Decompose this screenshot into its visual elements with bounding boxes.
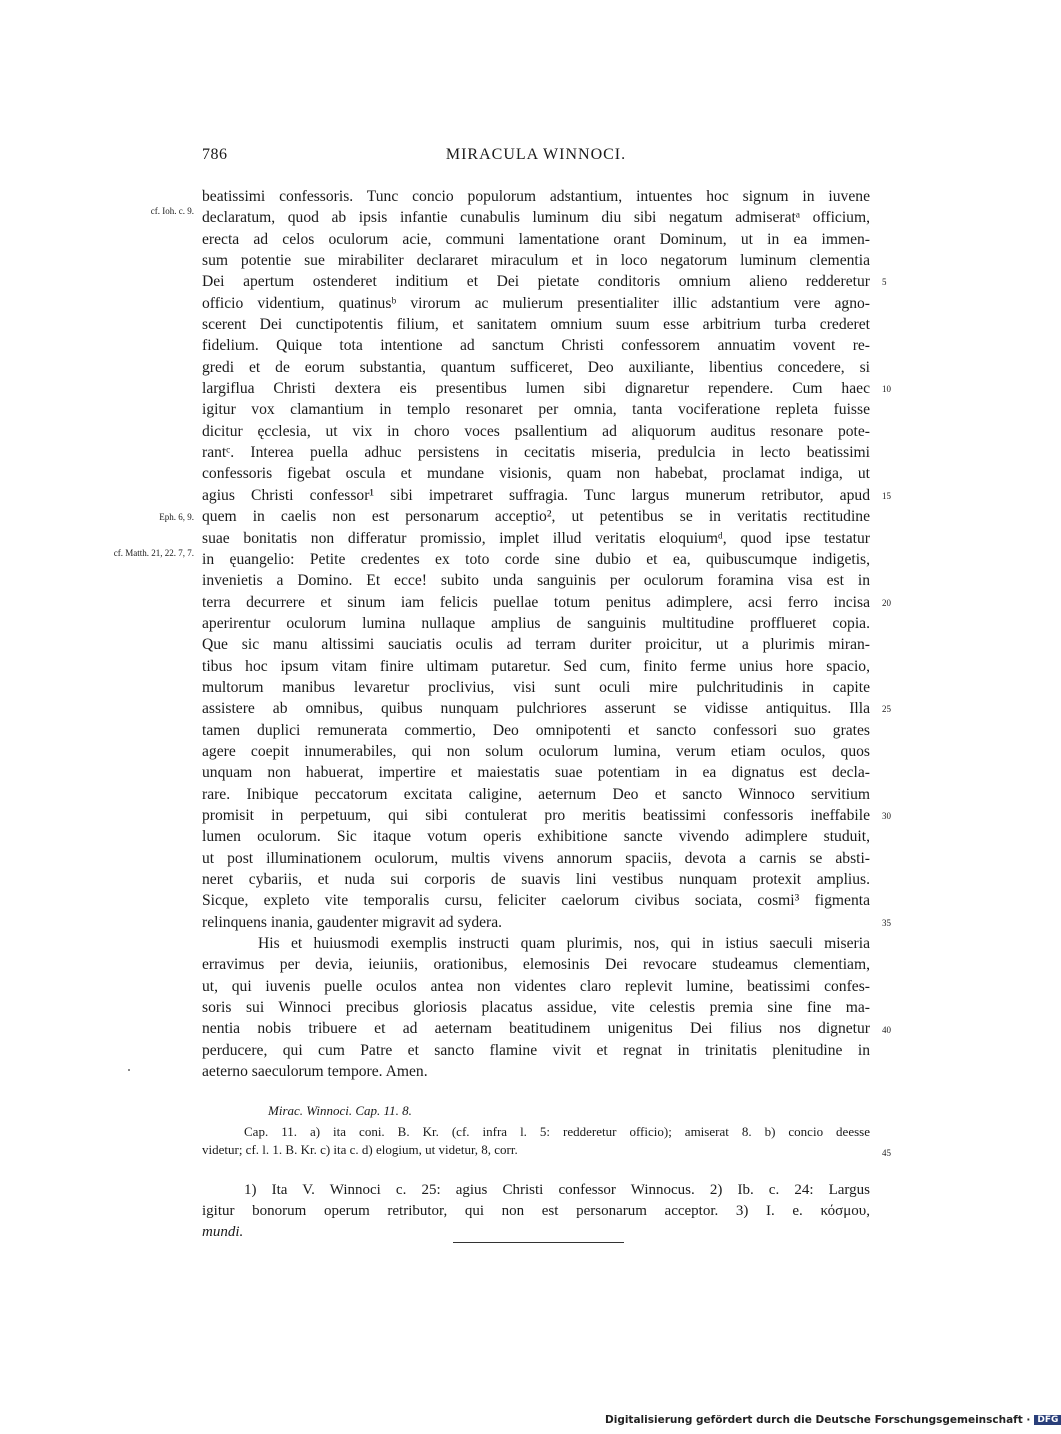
apparatus-line: videtur; cf. l. 1. B. Kr. c) ita c. d) elogium, ut videtur, 8, corr.: [202, 1142, 518, 1157]
funding-text: Digitalisierung gefördert durch die Deutsche Forschungsgemeinschaft ·: [605, 1414, 1031, 1426]
line-number: 40: [882, 1024, 891, 1035]
text-line: invenietis a Domino. Et ecce! subito unda sanguinis per oculorum foramina visa est in: [202, 572, 870, 590]
funding-banner: [605, 1414, 1059, 1432]
marginal-reference: Eph. 6, 9.: [159, 512, 194, 523]
text-line: rare. Inibique peccatorum excitata caligine, aeternum Deo et sancto Winnoco servitium: [202, 785, 870, 803]
text-line: beatissimi confessoris. Tunc concio populorum adstantium, intuentes hoc signum in iuvene: [202, 188, 870, 205]
running-title: MIRACULA WINNOCI.: [445, 146, 627, 163]
text-line: assistere ab omnibus, quibus nunquam pulchriores asserunt se vidisse antiquitus. Illa: [202, 700, 870, 718]
text-line: soris sui Winnoci precibus gloriosis placatus assidue, vite celestis premia sine fine ma-: [202, 999, 870, 1017]
text-line: agere coepit innumerabiles, qui non solum oculorum lumina, verum etiam oculos, quos: [202, 742, 870, 760]
text-line: promisit in perpetuum, qui sibi contulerat pro meritis beatissimi confessoris ineffabile: [202, 806, 870, 824]
text-line: unquam non habuerat, impertire et maiestatis suae potentiam in ea dignatus est decla-: [202, 764, 870, 782]
text-line: relinquens inania, gaudenter migravit ad sydera.: [202, 913, 503, 931]
marginal-reference: cf. Matth. 21, 22. 7, 7.: [113, 547, 194, 558]
text-line: gredi et de eorum substantia, quantum sufficeret, Deo auxiliante, libentius concedere, si: [202, 358, 870, 376]
text-line: fidelium. Quique tota intentione ad sanctum Christi confessorem annuatim vovent re-: [202, 337, 870, 355]
text-line: scerent Dei cunctipotentis filium, et sanitatem omnium suum esse arbitrium turba crederet: [202, 316, 870, 334]
footnotes: [202, 1180, 870, 1243]
marginal-reference: cf. Ioh. c. 9.: [150, 206, 194, 217]
line-number: 15: [882, 490, 891, 501]
text-line: declaratum, quod ab ipsis infantie cunabulis luminum diu sibi negatum admiseratᵃ officium,: [202, 209, 870, 227]
text-line: igitur vox clamantium in templo resonaret per omnia, tanta vociferatione repleta fuisse: [202, 401, 870, 419]
line-number: 45: [882, 1148, 891, 1158]
text-line: Dei apertum ostenderet inditium et Dei pietate conditoris omnium alieno redderetur: [202, 273, 870, 291]
text-line: agius Christi confessor¹ sibi impetraret suffragia. Tunc largus munerum retributor, apud: [202, 486, 870, 504]
text-line: perducere, qui cum Patre et sancto flamine vivit et regnat in trinitatis plenitudine in: [202, 1041, 870, 1059]
apparatus-sigla: Mirac. Winnoci. Cap. 11. 8.: [268, 1103, 412, 1118]
text-line: aeterno saeculorum tempore. Amen.: [202, 1063, 428, 1081]
critical-apparatus: [202, 1102, 870, 1159]
text-line: officio videntium, quatinusᵇ virorum ac mulierum presentialiter illic adstantium vere agno-: [202, 294, 870, 312]
text-line: ut, qui iuvenis puelle oculos antea non videntes claro replevit lumine, beatissimi confes-: [202, 977, 870, 995]
text-line: largiflua Christi dextera eis presentibus lumen sibi dignaretur rependere. Cum haec: [202, 380, 870, 398]
text-line: His et huiusmodi exemplis instructi quam plurimis, nos, qui in istius saeculi miseria: [258, 935, 870, 953]
text-line: ut post illuminationem oculorum, multis vivens annorum spaciis, devota a carnis se absti-: [202, 849, 870, 867]
footnote-end-rule: [453, 1242, 624, 1243]
line-number: 20: [882, 597, 891, 608]
apparatus-line: Cap. 11. a) ita coni. B. Kr. (cf. infra l. 5: redderetur officio); amiserat 8. b) concio deesse: [244, 1124, 870, 1139]
footnote-line: igitur bonorum operum retributor, qui non est personarum acceptor. 3) I. e. κόσμου,: [202, 1203, 870, 1219]
footnote-line: mundi.: [202, 1224, 244, 1240]
text-line: multorum manibus levaretur proclivius, visi sunt oculi mire pulchritudinis in capite: [202, 678, 870, 696]
line-number: 25: [882, 704, 891, 715]
text-line: lumen oculorum. Sic itaque votum operis exhibitione sancte vivendo adimplere studuit,: [202, 828, 870, 846]
text-line: nentia nobis tribuere et ad aeternam beatitudinem unigenitus Dei filius nos dignetur: [202, 1020, 870, 1038]
text-line: dicitur ęcclesia, ut vix in choro voces psallentium ad aliquorum auditus resonare pote-: [202, 422, 870, 440]
text-line: in ęuangelio: Petite credentes ex toto corde sine dubio et ea, quibuscumque indigetis,: [202, 550, 870, 568]
line-number: 5: [882, 277, 887, 288]
text-line: erravimus per devia, ieiuniis, orationibus, elemosinis Dei revocare studeamus clementiam,: [202, 956, 870, 974]
text-line: erecta ad celos oculorum acie, communi lamentatione orant Dominum, ut in ea immen-: [202, 230, 870, 248]
text-line: quem in caelis non est personarum acceptio², ut petentibus se in veritatis rectitudine: [202, 508, 870, 526]
page-number: 786: [202, 146, 228, 163]
line-number: 10: [882, 384, 891, 395]
text-line: Sicque, expleto vite temporalis cursu, feliciter caelorum civibus sociata, cosmi³ figmenta: [202, 892, 870, 910]
line-number: 30: [882, 811, 891, 822]
text-line: Que sic manu altissimi sauciatis oculis ad terram duriter proicitur, ut a plurimis miran-: [202, 636, 870, 654]
text-line: terra decurrere et sinum iam felicis puellae totum penitus adimplere, acsi ferro incisa: [202, 593, 870, 611]
main-text: [202, 186, 870, 1082]
text-line: tamen duplici remunerata commertio, Deo omnipotenti et sancto confessori suo grates: [202, 721, 870, 739]
page-header: [202, 146, 870, 168]
text-line: sum potentie sue mirabiliter declararet miraculum et in loco negatorum luminum clementia: [202, 252, 870, 270]
text-line: neret cybariis, et nuda sui corporis de suavis lini vestibus nunquam protexit amplius.: [202, 871, 870, 888]
footnote-line: 1) Ita V. Winnoci c. 25: agius Christi confessor Winnocus. 2) Ib. c. 24: Largus: [244, 1182, 870, 1198]
dfg-logo: DFG: [1034, 1415, 1061, 1425]
text-line: aperirentur oculorum lumina nullaque amplius de sanguinis multitudine profflueret copia.: [202, 614, 870, 632]
speck: [128, 1069, 130, 1071]
line-number: 35: [882, 917, 891, 928]
text-line: suae bonitatis non differatur promissio, implet illud veritatis eloquiumᵈ, quod ipse testatur: [202, 529, 870, 547]
text-line: tibus hoc ipsum vitam finire ultimam putaretur. Sed cum, finito ferme unius hore spacio,: [202, 657, 870, 675]
text-line: confessoris figebat oscula et mundane visionis, quam non habebat, proclamat indiga, ut: [202, 465, 870, 483]
text-line: rantᶜ. Interea puella adhuc persistens in cecitatis miseria, predulcia in lecto beatissimi: [202, 444, 870, 462]
